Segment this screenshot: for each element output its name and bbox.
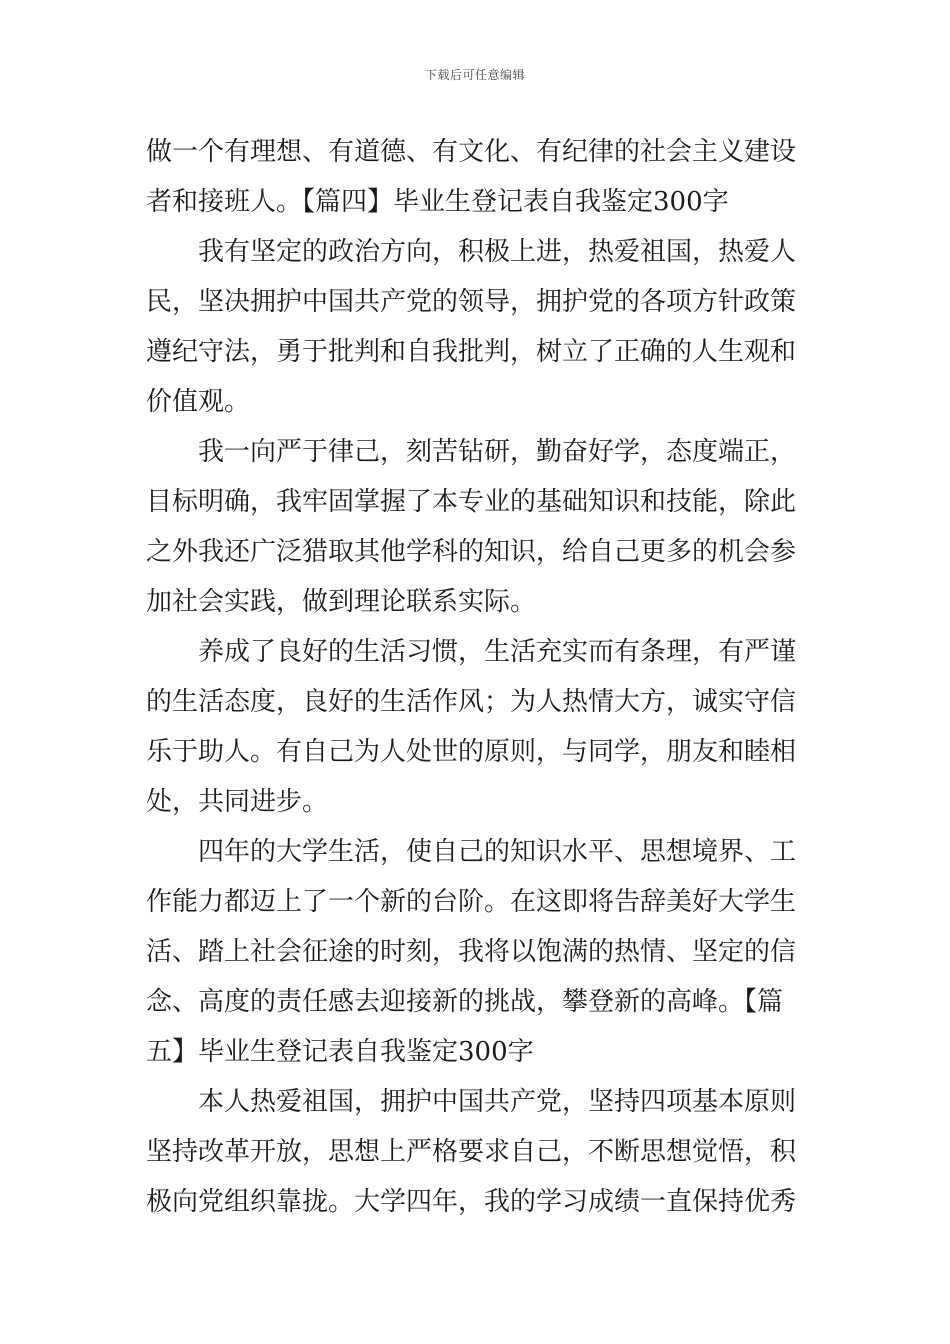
paragraph-first-line: 四年的大学生活，使自己的知识水平、思想境界、工: [198, 837, 797, 867]
text-line: 遵纪守法，勇于批判和自我批判，树立了正确的人生观和: [146, 337, 797, 367]
text-line: 作能力都迈上了一个新的台阶。在这即将告辞美好大学生: [146, 887, 797, 917]
text-line: 乐于助人。有自己为人处世的原则，与同学，朋友和睦相: [146, 737, 797, 767]
paragraph-first-line: 本人热爱祖国，拥护中国共产党，坚持四项基本原则: [198, 1087, 797, 1117]
document-body: [146, 127, 806, 1227]
text-line: 处，共同进步。: [146, 787, 329, 817]
text-line: 价值观。: [146, 387, 251, 417]
text-line: 做一个有理想、有道德、有文化、有纪律的社会主义建设: [146, 137, 797, 167]
text-line: 民，坚决拥护中国共产党的领导，拥护党的各项方针政策: [146, 287, 797, 317]
text-line: 念、高度的责任感去迎接新的挑战，攀登新的高峰。【篇: [146, 987, 784, 1017]
text-line: 加社会实践，做到理论联系实际。: [146, 587, 537, 617]
text-line: 的生活态度，良好的生活作风；为人热情大方，诚实守信: [146, 687, 797, 717]
paragraph-first-line: 我一向严于律己，刻苦钻研，勤奋好学，态度端正，: [198, 437, 797, 467]
text-line: 之外我还广泛猎取其他学科的知识，给自己更多的机会参: [146, 537, 797, 567]
paragraph-first-line: 养成了良好的生活习惯，生活充实而有条理，有严谨: [198, 637, 797, 667]
paragraph-first-line: 我有坚定的政治方向，积极上进，热爱祖国，热爱人: [198, 237, 797, 267]
text-line: 目标明确，我牢固掌握了本专业的基础知识和技能，除此: [146, 487, 797, 517]
page-header: 下载后可任意编辑: [424, 68, 525, 82]
text-line: 活、踏上社会征途的时刻，我将以饱满的热情、坚定的信: [146, 937, 797, 967]
text-line: 五】毕业生登记表自我鉴定300字: [146, 1037, 534, 1067]
text-line: 者和接班人。【篇四】毕业生登记表自我鉴定300字: [146, 187, 729, 217]
text-line: 极向党组织靠拢。大学四年，我的学习成绩一直保持优秀: [146, 1187, 797, 1217]
text-line: 坚持改革开放，思想上严格要求自己，不断思想觉悟，积: [146, 1137, 797, 1167]
